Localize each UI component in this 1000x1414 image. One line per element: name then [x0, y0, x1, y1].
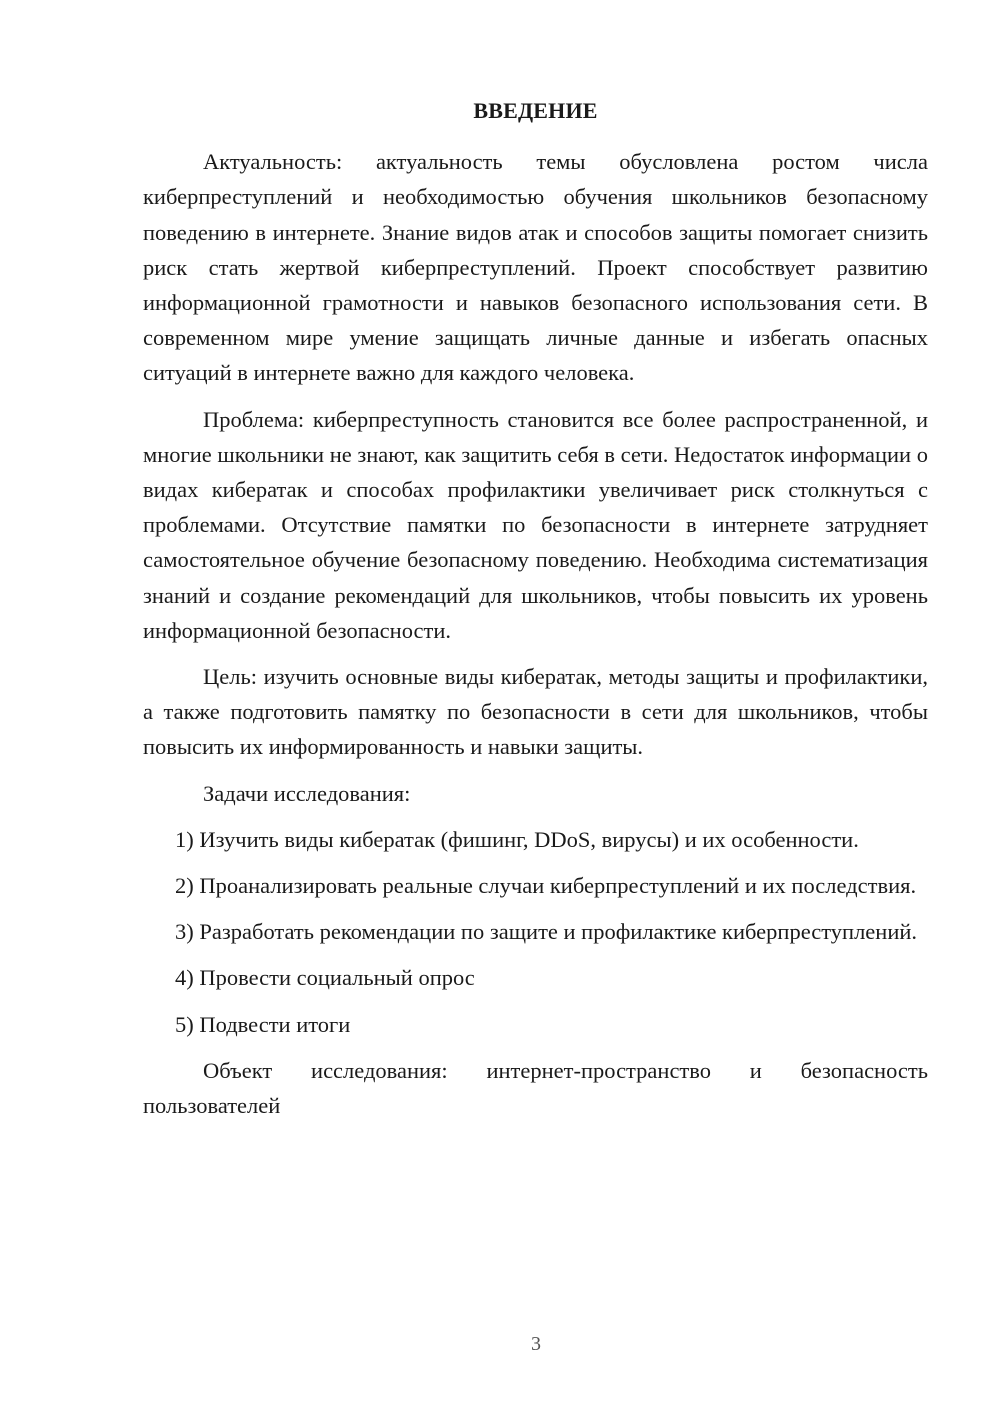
page-content: [143, 93, 928, 1134]
tasks-heading: Задачи исследования:: [203, 780, 411, 806]
task-item: 5) Подвести итоги: [175, 1011, 351, 1037]
relevance-paragraph: Актуальность: актуальность темы обусловлена ростом числа киберпреступлений и необходимостью обучения школьников безопасному поведению в интернете. Знание видов атак и способов защиты помогает снизить риск стать жертвой киберпреступлений. Проект способствует развитию информационной грамотности и навыков безопасного использования сети. В современном мире умение защищать личные данные и избегать опасных ситуаций в интернете важно для каждого человека.: [143, 149, 928, 386]
task-item: 3) Разработать рекомендации по защите и профилактике киберпреступлений.: [175, 919, 918, 945]
task-item: 4) Провести социальный опрос: [175, 965, 475, 991]
task-item: 1) Изучить виды кибератак (фишинг, DDoS, вирусы) и их особенности.: [175, 826, 859, 852]
page-number: 3: [531, 1333, 541, 1355]
problem-paragraph: Проблема: киберпреступность становится все более распространенной, и многие школьники не знают, как защитить себя в сети. Недостаток информации о видах кибератак и способах профилактики увеличивает риск столкнуться с проблемами. Отсутствие памятки по безопасности в интернете затрудняет самостоятельное обучение безопасному поведению. Необходима систематизация знаний и создание рекомендаций для школьников, чтобы повысить их уровень информационной безопасности.: [143, 406, 928, 643]
task-item: 2) Проанализировать реальные случаи киберпреступлений и их последствия.: [175, 873, 917, 899]
object-paragraph: Объект исследования: интернет-пространство и безопасность пользователей: [143, 1057, 928, 1119]
page-title: ВВЕДЕНИЕ: [473, 98, 598, 123]
goal-paragraph: Цель: изучить основные виды кибератак, методы защиты и профилактики, а также подготовить памятку по безопасности в сети для школьников, чтобы повысить их информированность и навыки защиты.: [143, 664, 928, 760]
